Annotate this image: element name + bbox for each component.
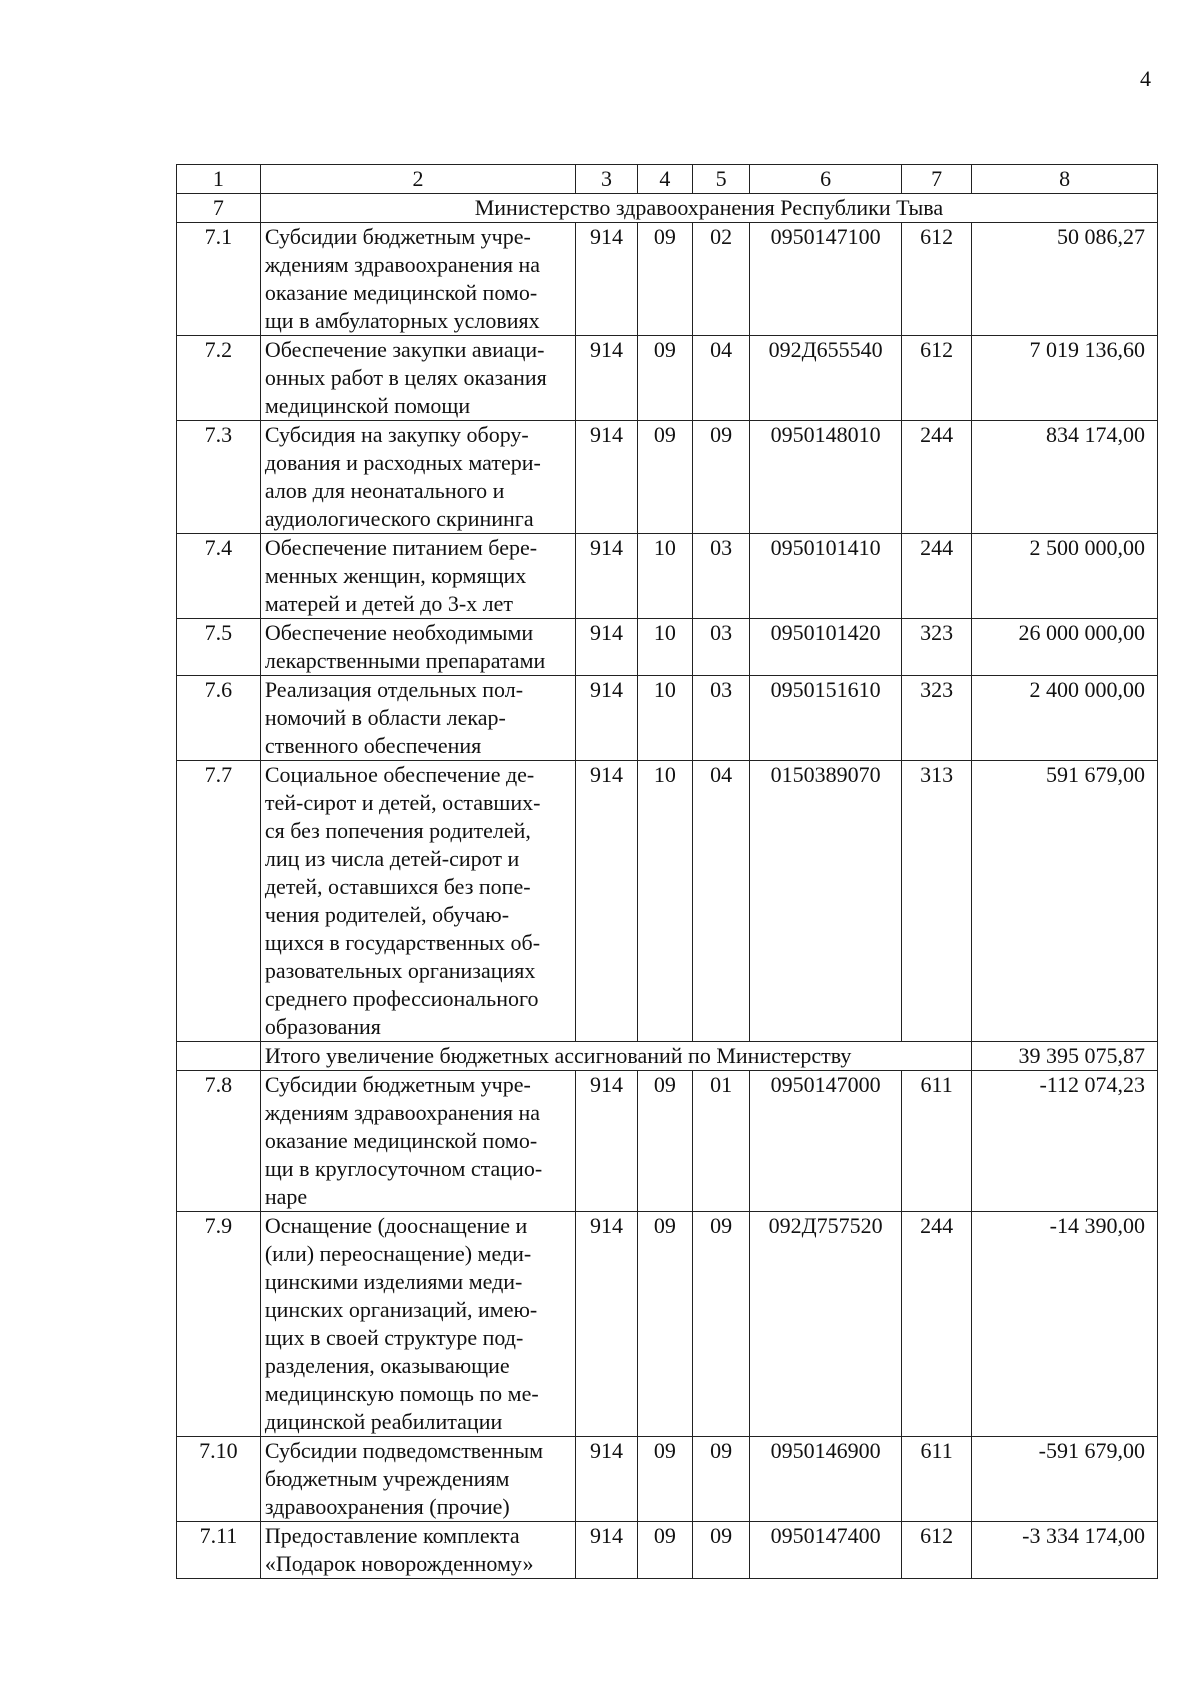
total-label: Итого увеличение бюджетных ассигнований по Министерству	[260, 1042, 971, 1071]
target-article-code: 092Д757520	[750, 1212, 902, 1437]
header-cell: 5	[692, 165, 749, 194]
description-line: здравоохранения (прочие)	[264, 1494, 510, 1519]
row-number: 7.1	[177, 223, 261, 336]
expense-type-code: 611	[902, 1071, 972, 1212]
description-line: матерей и детей до 3-х лет	[264, 591, 514, 616]
target-article-code: 0950147000	[750, 1071, 902, 1212]
amount: 7 019 136,60	[972, 336, 1158, 421]
expense-type-code: 323	[902, 676, 972, 761]
description-line: образования	[264, 1014, 381, 1039]
budget-allocation-table	[176, 164, 1158, 1579]
target-article-code: 0950147400	[750, 1522, 902, 1579]
target-article-code: 092Д655540	[750, 336, 902, 421]
ministry-code: 914	[576, 223, 638, 336]
section-code: 09	[637, 1437, 692, 1522]
row-number: 7.11	[177, 1522, 261, 1579]
row-number: 7.4	[177, 534, 261, 619]
description-line: чения родителей, обучаю-	[264, 902, 510, 927]
description-line: цинских организаций, имею-	[264, 1297, 538, 1322]
subsection-code: 04	[692, 336, 749, 421]
description-line: Субсидии бюджетным учре-	[264, 224, 531, 249]
description-line: Обеспечение необходимыми	[264, 620, 534, 645]
row-description	[260, 619, 575, 676]
total-amount: 39 395 075,87	[972, 1042, 1158, 1071]
row-description	[260, 534, 575, 619]
expense-type-code: 612	[902, 336, 972, 421]
subsection-code: 09	[692, 1437, 749, 1522]
description-line: Реализация отдельных пол-	[264, 677, 524, 702]
description-line: тей-сирот и детей, оставших-	[264, 790, 541, 815]
table-body	[177, 165, 1158, 1579]
subsection-code: 02	[692, 223, 749, 336]
header-cell: 2	[260, 165, 575, 194]
ministry-code: 914	[576, 534, 638, 619]
amount: 2 400 000,00	[972, 676, 1158, 761]
description-line: дицинской реабилитации	[264, 1409, 503, 1434]
header-cell: 7	[902, 165, 972, 194]
amount: -591 679,00	[972, 1437, 1158, 1522]
description-line: оказание медицинской помо-	[264, 1128, 538, 1153]
description-line: Предоставление комплекта	[264, 1523, 520, 1548]
section-code: 09	[637, 421, 692, 534]
description-line: бюджетным учреждениям	[264, 1466, 510, 1491]
description-line: щи в круглосуточном стацио-	[264, 1156, 543, 1181]
description-line: щихся в государственных об-	[264, 930, 541, 955]
table-row	[177, 534, 1158, 619]
table-row	[177, 223, 1158, 336]
description-line: алов для неонатального и	[264, 478, 505, 503]
expense-type-code: 244	[902, 1212, 972, 1437]
expense-type-code: 244	[902, 534, 972, 619]
description-line: номочий в области лекар-	[264, 705, 506, 730]
ministry-code: 914	[576, 619, 638, 676]
table-row	[177, 1212, 1158, 1437]
table-row	[177, 1437, 1158, 1522]
description-line: разделения, оказывающие	[264, 1353, 510, 1378]
description-line: цинскими изделиями меди-	[264, 1269, 523, 1294]
ministry-code: 914	[576, 1212, 638, 1437]
description-line: менных женщин, кормящих	[264, 563, 527, 588]
amount: 50 086,27	[972, 223, 1158, 336]
expense-type-code: 612	[902, 223, 972, 336]
ministry-code: 914	[576, 1437, 638, 1522]
description-line: щи в амбулаторных условиях	[264, 308, 540, 333]
expense-type-code: 313	[902, 761, 972, 1042]
page-number: 4	[1140, 66, 1151, 91]
description-line: Обеспечение закупки авиаци-	[264, 337, 545, 362]
table-row	[177, 336, 1158, 421]
target-article-code: 0950101420	[750, 619, 902, 676]
subsection-code: 01	[692, 1071, 749, 1212]
target-article-code: 0950101410	[750, 534, 902, 619]
subsection-code: 04	[692, 761, 749, 1042]
section-code: 10	[637, 534, 692, 619]
section-code: 10	[637, 676, 692, 761]
column-number-header-row	[177, 165, 1158, 194]
description-line: Субсидии подведомственным	[264, 1438, 544, 1463]
description-line: лиц из числа детей-сирот и	[264, 846, 520, 871]
section-code: 10	[637, 619, 692, 676]
row-number: 7.10	[177, 1437, 261, 1522]
description-line: детей, оставшихся без попе-	[264, 874, 531, 899]
ministry-code: 914	[576, 421, 638, 534]
row-description	[260, 336, 575, 421]
ministry-title: Министерство здравоохранения Республики Тыва	[260, 194, 1157, 223]
row-number: 7.5	[177, 619, 261, 676]
description-line: Субсидия на закупку обору-	[264, 422, 529, 447]
description-line: разовательных организациях	[264, 958, 536, 983]
target-article-code: 0950148010	[750, 421, 902, 534]
target-article-code: 0950147100	[750, 223, 902, 336]
description-line: щих в своей структуре под-	[264, 1325, 524, 1350]
row-description	[260, 421, 575, 534]
description-line: ждениям здравоохранения на	[264, 1100, 541, 1125]
row-description	[260, 223, 575, 336]
header-cell: 4	[637, 165, 692, 194]
row-description	[260, 676, 575, 761]
header-cell: 6	[750, 165, 902, 194]
target-article-code: 0150389070	[750, 761, 902, 1042]
amount: -14 390,00	[972, 1212, 1158, 1437]
expense-type-code: 612	[902, 1522, 972, 1579]
amount: 591 679,00	[972, 761, 1158, 1042]
row-number: 7.3	[177, 421, 261, 534]
table-row	[177, 761, 1158, 1042]
description-line: ственного обеспечения	[264, 733, 482, 758]
row-number: 7.2	[177, 336, 261, 421]
total-empty-cell	[177, 1042, 261, 1071]
row-description	[260, 1522, 575, 1579]
description-line: онных работ в целях оказания	[264, 365, 547, 390]
ministry-number: 7	[177, 194, 261, 223]
header-cell: 1	[177, 165, 261, 194]
description-line: медицинской помощи	[264, 393, 471, 418]
row-description	[260, 1212, 575, 1437]
table-row	[177, 1522, 1158, 1579]
expense-type-code: 323	[902, 619, 972, 676]
ministry-code: 914	[576, 761, 638, 1042]
ministry-code: 914	[576, 336, 638, 421]
section-code: 09	[637, 1212, 692, 1437]
header-cell: 8	[972, 165, 1158, 194]
row-number: 7.9	[177, 1212, 261, 1437]
section-code: 10	[637, 761, 692, 1042]
description-line: Социальное обеспечение де-	[264, 762, 535, 787]
target-article-code: 0950146900	[750, 1437, 902, 1522]
table-row	[177, 619, 1158, 676]
amount: 834 174,00	[972, 421, 1158, 534]
description-line: лекарственными препаратами	[264, 648, 546, 673]
description-line: ждениям здравоохранения на	[264, 252, 541, 277]
amount: -112 074,23	[972, 1071, 1158, 1212]
subsection-code: 03	[692, 676, 749, 761]
description-line: Субсидии бюджетным учре-	[264, 1072, 531, 1097]
row-description	[260, 761, 575, 1042]
subsection-code: 09	[692, 1212, 749, 1437]
section-code: 09	[637, 1522, 692, 1579]
ministry-code: 914	[576, 1522, 638, 1579]
description-line: «Подарок новорожденному»	[264, 1551, 534, 1576]
section-code: 09	[637, 1071, 692, 1212]
ministry-code: 914	[576, 1071, 638, 1212]
target-article-code: 0950151610	[750, 676, 902, 761]
ministry-code: 914	[576, 676, 638, 761]
subsection-code: 09	[692, 421, 749, 534]
total-increase-row	[177, 1042, 1158, 1071]
description-line: оказание медицинской помо-	[264, 280, 538, 305]
description-line: среднего профессионального	[264, 986, 539, 1011]
description-line: наре	[264, 1184, 308, 1209]
table-row	[177, 1071, 1158, 1212]
description-line: медицинскую помощь по ме-	[264, 1381, 539, 1406]
section-code: 09	[637, 336, 692, 421]
description-line: дования и расходных матери-	[264, 450, 541, 475]
expense-type-code: 611	[902, 1437, 972, 1522]
description-line: (или) переоснащение) меди-	[264, 1241, 532, 1266]
section-code: 09	[637, 223, 692, 336]
description-line: ся без попечения родителей,	[264, 818, 531, 843]
table-row	[177, 421, 1158, 534]
row-number: 7.7	[177, 761, 261, 1042]
ministry-row	[177, 194, 1158, 223]
expense-type-code: 244	[902, 421, 972, 534]
amount: 26 000 000,00	[972, 619, 1158, 676]
row-description	[260, 1071, 575, 1212]
row-description	[260, 1437, 575, 1522]
description-line: Оснащение (дооснащение и	[264, 1213, 528, 1238]
row-number: 7.6	[177, 676, 261, 761]
subsection-code: 03	[692, 619, 749, 676]
table-row	[177, 676, 1158, 761]
amount: -3 334 174,00	[972, 1522, 1158, 1579]
amount: 2 500 000,00	[972, 534, 1158, 619]
subsection-code: 03	[692, 534, 749, 619]
subsection-code: 09	[692, 1522, 749, 1579]
description-line: аудиологического скрининга	[264, 506, 534, 531]
header-cell: 3	[576, 165, 638, 194]
row-number: 7.8	[177, 1071, 261, 1212]
description-line: Обеспечение питанием бере-	[264, 535, 538, 560]
